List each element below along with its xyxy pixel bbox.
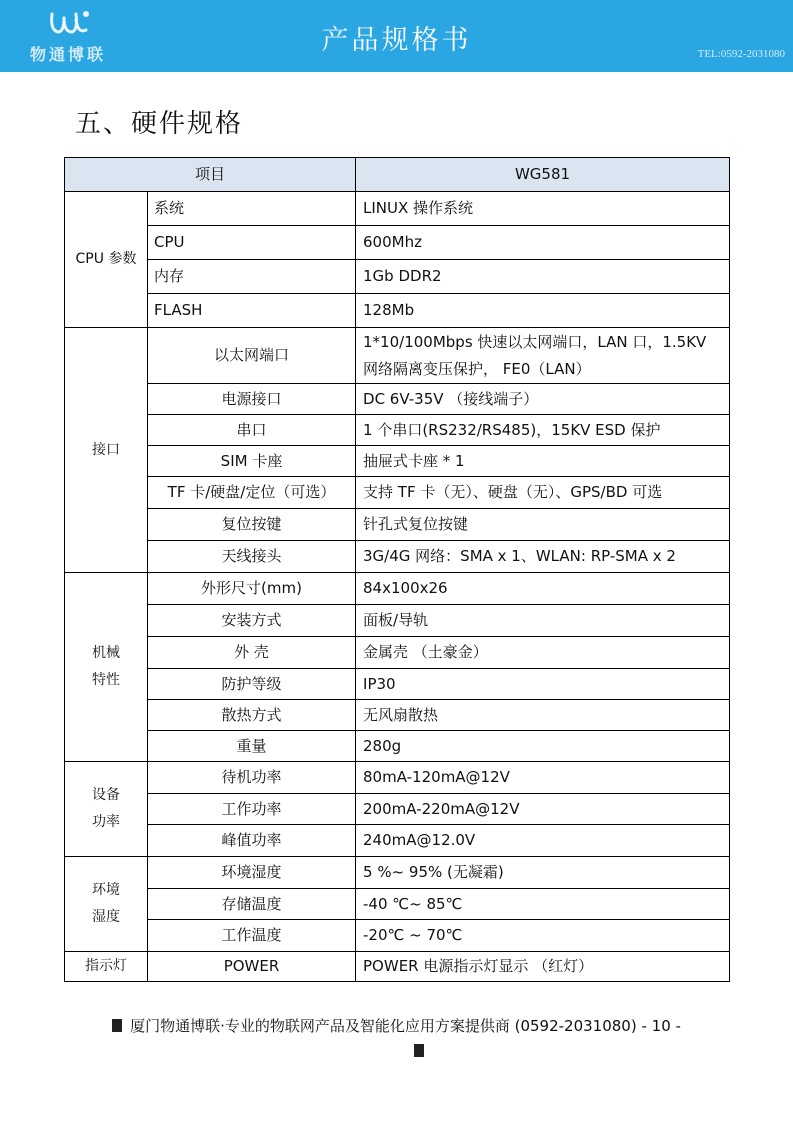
- table-row: [65, 794, 730, 825]
- table-row: [65, 952, 730, 982]
- header-model: WG581: [356, 158, 730, 192]
- table-row: [65, 477, 730, 509]
- row-name: 峰值功率: [148, 825, 356, 857]
- row-value: [356, 328, 730, 384]
- row-value: 面板/导轨: [356, 605, 730, 637]
- row-name: 防护等级: [148, 669, 356, 700]
- table-row: [65, 762, 730, 794]
- table-row: [65, 192, 730, 226]
- row-name: POWER: [148, 952, 356, 982]
- row-name: 安装方式: [148, 605, 356, 637]
- table-row: [65, 573, 730, 605]
- group-label-line: 环境: [92, 882, 120, 898]
- table-row: [65, 605, 730, 637]
- row-value: 针孔式复位按键: [356, 509, 730, 541]
- header-title: 产品规格书: [321, 25, 472, 56]
- table-row: [65, 384, 730, 415]
- table-row: [65, 637, 730, 669]
- group-label-cpu: CPU 参数: [65, 192, 148, 328]
- footer-text: 厦门物通博联·专业的物联网产品及智能化应用方案提供商 (0592-2031080) - 10 -: [130, 1017, 681, 1035]
- row-name: SIM 卡座: [148, 446, 356, 477]
- page-header: [0, 0, 793, 72]
- table-header-row: [65, 158, 730, 192]
- table-row: [65, 700, 730, 731]
- row-name: 系统: [148, 192, 356, 226]
- table-row: [65, 294, 730, 328]
- row-name: 重量: [148, 731, 356, 762]
- row-name: 内存: [148, 260, 356, 294]
- table-row: [65, 328, 730, 384]
- row-value: -20℃ ~ 70℃: [356, 920, 730, 952]
- row-value: 支持 TF 卡（无）、硬盘（无）、GPS/BD 可选: [356, 477, 730, 509]
- row-value: 3G/4G 网络：SMA x 1、WLAN: RP-SMA x 2: [356, 541, 730, 573]
- row-value: 金属壳 （土豪金）: [356, 637, 730, 669]
- section-title: 五、硬件规格: [75, 109, 244, 139]
- row-name: 工作功率: [148, 794, 356, 825]
- row-name: CPU: [148, 226, 356, 260]
- row-name: 外 壳: [148, 637, 356, 669]
- table-row: [65, 260, 730, 294]
- logo-text: 物通博联: [29, 45, 106, 64]
- row-value-line: 网络隔离变压保护， FE0（LAN）: [363, 359, 591, 378]
- footer-square-icon: [414, 1044, 424, 1057]
- row-name: 存储温度: [148, 889, 356, 920]
- group-label-indicator: 指示灯: [65, 952, 148, 982]
- header-phone: TEL:0592-2031080: [697, 48, 785, 60]
- table-row: [65, 857, 730, 889]
- group-label-mechanical: [65, 573, 148, 762]
- row-name: FLASH: [148, 294, 356, 328]
- row-name: 待机功率: [148, 762, 356, 794]
- group-label-power: [65, 762, 148, 857]
- group-label-line: 湿度: [92, 909, 120, 925]
- row-name: 串口: [148, 415, 356, 446]
- table-row: [65, 415, 730, 446]
- row-value: 200mA-220mA@12V: [356, 794, 730, 825]
- table-row: [65, 825, 730, 857]
- header-item: 项目: [65, 158, 356, 192]
- row-value: 抽屉式卡座 * 1: [356, 446, 730, 477]
- row-value: 600Mhz: [356, 226, 730, 260]
- row-name: TF 卡/硬盘/定位（可选）: [148, 477, 356, 509]
- table-row: [65, 446, 730, 477]
- row-value: 84x100x26: [356, 573, 730, 605]
- row-name: 工作温度: [148, 920, 356, 952]
- row-value: 1 个串口(RS232/RS485)，15KV ESD 保护: [356, 415, 730, 446]
- table-row: [65, 226, 730, 260]
- row-value: DC 6V-35V （接线端子）: [356, 384, 730, 415]
- row-value: 280g: [356, 731, 730, 762]
- row-value: 5 %~ 95% (无凝霜): [356, 857, 730, 889]
- group-label-interface: 接口: [65, 328, 148, 573]
- spec-table: [64, 157, 730, 982]
- page-footer: [0, 1015, 793, 1036]
- footer-square-icon: [112, 1019, 122, 1032]
- row-value: POWER 电源指示灯显示 （红灯）: [356, 952, 730, 982]
- row-value: 1Gb DDR2: [356, 260, 730, 294]
- table-row: [65, 669, 730, 700]
- group-label-environment: [65, 857, 148, 952]
- table-row: [65, 920, 730, 952]
- row-value: 80mA-120mA@12V: [356, 762, 730, 794]
- row-name: 复位按键: [148, 509, 356, 541]
- table-row: [65, 889, 730, 920]
- row-name: 天线接头: [148, 541, 356, 573]
- group-label-line: 特性: [92, 672, 120, 688]
- table-row: [65, 541, 730, 573]
- row-name: 外形尺寸(mm): [148, 573, 356, 605]
- row-value: 128Mb: [356, 294, 730, 328]
- group-label-line: 机械: [92, 645, 120, 661]
- row-value: LINUX 操作系统: [356, 192, 730, 226]
- group-label-line: 功率: [92, 814, 120, 830]
- row-value: 240mA@12.0V: [356, 825, 730, 857]
- row-value: IP30: [356, 669, 730, 700]
- group-label-line: 设备: [92, 787, 120, 803]
- row-name: 环境湿度: [148, 857, 356, 889]
- row-value: -40 ℃~ 85℃: [356, 889, 730, 920]
- row-value: 无风扇散热: [356, 700, 730, 731]
- table-row: [65, 509, 730, 541]
- table-row: [65, 731, 730, 762]
- row-name: 以太网端口: [148, 328, 356, 384]
- row-name: 散热方式: [148, 700, 356, 731]
- row-name: 电源接口: [148, 384, 356, 415]
- row-value-line: 1*10/100Mbps 快速以太网端口，LAN 口，1.5KV: [363, 332, 707, 351]
